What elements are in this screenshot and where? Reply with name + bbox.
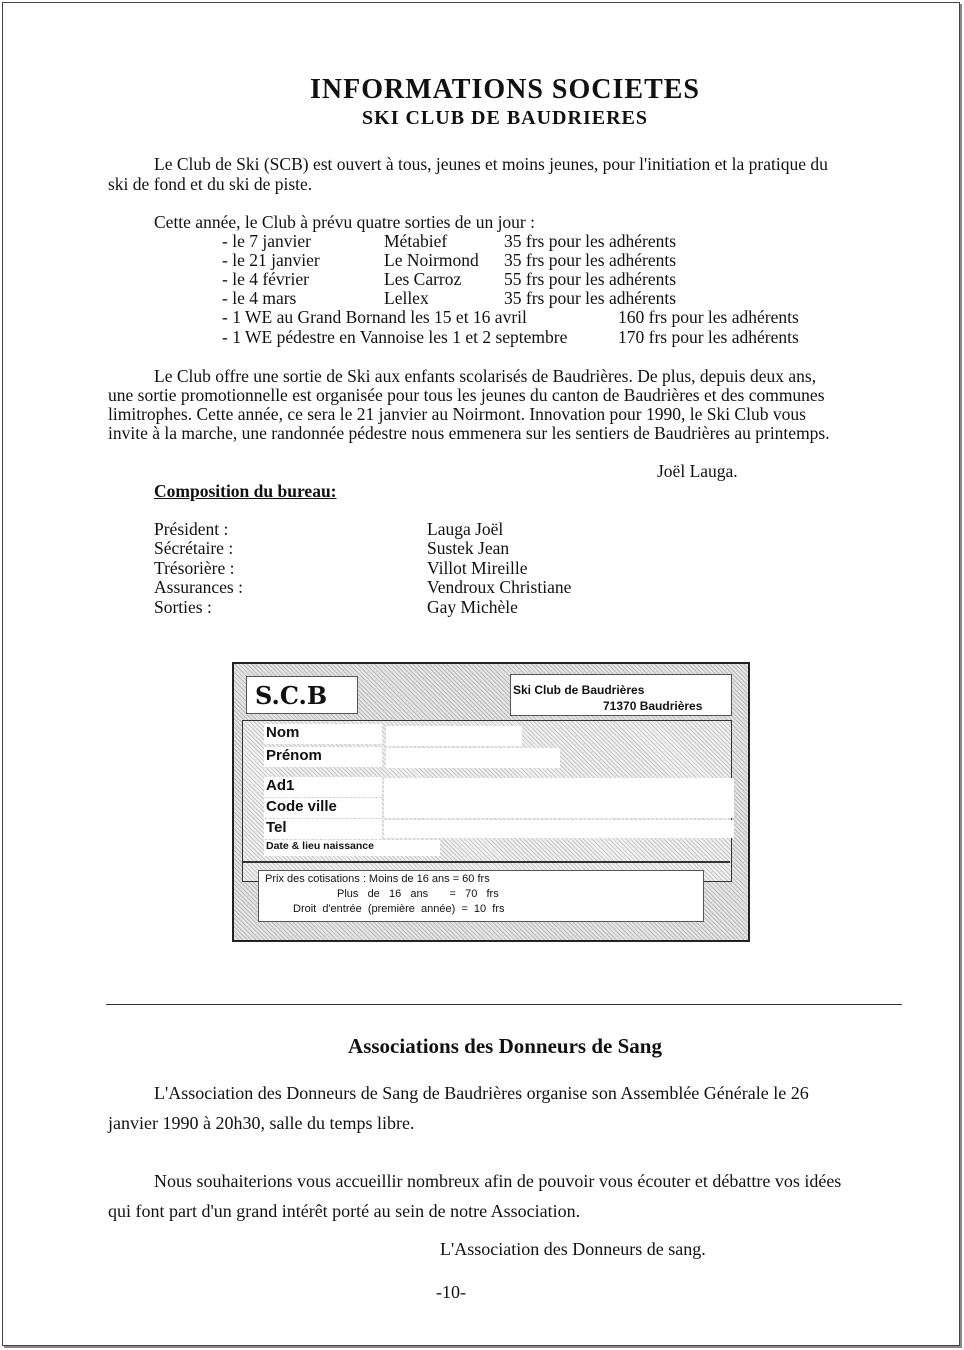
trips-intro: Cette année, le Club à prévu quatre sorties de un jour : — [154, 212, 535, 232]
offer-line-2: une sortie promotionnelle est organisée pour tous les jeunes du canton de Baudrières et des communes — [108, 385, 825, 405]
section-divider — [106, 1004, 902, 1005]
trip-date: - le 4 mars — [222, 288, 297, 308]
page-number: -10- — [436, 1282, 466, 1302]
donneurs-signature: L'Association des Donneurs de sang. — [440, 1239, 706, 1259]
intro-line-2: ski de fond et du ski de piste. — [108, 174, 313, 194]
tel-label: Tel — [264, 819, 382, 839]
trip-price: 160 frs pour les adhérents — [618, 307, 799, 327]
bureau-role: Président : — [154, 519, 229, 539]
prices-box — [258, 870, 704, 922]
donneurs-p1-line-1: L'Association des Donneurs de Sang de Baudrières organise son Assemblée Générale le 26 — [154, 1083, 809, 1103]
donneurs-p2-line-2: qui font part d'un grand intérêt porté au sein de notre Association. — [108, 1201, 581, 1221]
signature-lauga: Joël Lauga. — [657, 461, 738, 481]
bureau-name: Lauga Joël — [427, 519, 504, 539]
membership-form-card — [232, 662, 750, 942]
club-address-line-1: Ski Club de Baudrières — [513, 683, 645, 697]
trip-price: 35 frs pour les adhérents — [504, 288, 677, 308]
prenom-field[interactable] — [386, 748, 560, 768]
nom-label: Nom — [264, 724, 382, 744]
bureau-role: Assurances : — [154, 577, 243, 597]
nom-field[interactable] — [386, 726, 522, 746]
bureau-heading: Composition du bureau: — [154, 481, 337, 501]
bureau-name: Gay Michèle — [427, 597, 518, 617]
bureau-name: Vendroux Christiane — [427, 577, 572, 597]
page-title: INFORMATIONS SOCIETES — [309, 74, 700, 105]
club-address-line-2: 71370 Baudrières — [603, 699, 703, 713]
trip-place: Le Noirmond — [384, 250, 479, 270]
trip-place: Les Carroz — [384, 269, 462, 289]
trip-price: 170 frs pour les adhérents — [618, 327, 799, 347]
trip-place: Métabief — [384, 231, 448, 251]
trip-date: - le 7 janvier — [222, 231, 311, 251]
trip-date: - le 21 janvier — [222, 250, 320, 270]
scb-logo: S.C.B — [255, 681, 328, 710]
trip-date: - 1 WE au Grand Bornand les 15 et 16 avril — [222, 307, 527, 327]
offer-line-3: limitrophes. Cette année, ce sera le 21 janvier au Noirmont. Innovation pour 1990, le Ski Club vous — [108, 404, 806, 424]
trip-date: - 1 WE pédestre en Vannoise les 1 et 2 septembre — [222, 327, 568, 347]
donneurs-heading: Associations des Donneurs de Sang — [348, 1034, 662, 1058]
offer-line-1: Le Club offre une sortie de Ski aux enfants scolarisés de Baudrières. De plus, depuis deux ans, — [154, 366, 817, 386]
price-line-1: Prix des cotisations : Moins de 16 ans = 60 frs — [265, 873, 490, 885]
bureau-role: Sécrétaire : — [154, 538, 234, 558]
bureau-role: Trésorière : — [154, 558, 235, 578]
bureau-role: Sorties : — [154, 597, 212, 617]
page-subtitle: SKI CLUB DE BAUDRIERES — [362, 107, 648, 129]
trip-date: - le 4 février — [222, 269, 309, 289]
offer-line-4: invite à la marche, une randonnée pédestre nous emmenera sur les sentiers de Baudrières au printemps. — [108, 423, 830, 443]
price-line-2: Plus de 16 ans = 70 frs — [337, 888, 499, 900]
tel-field[interactable] — [384, 820, 734, 838]
trip-price: 35 frs pour les adhérents — [504, 231, 677, 251]
club-address-box — [510, 674, 732, 716]
donneurs-p2-line-1: Nous souhaiterions vous accueillir nombreux afin de pouvoir vous écouter et débattre vos idées — [154, 1171, 842, 1191]
bureau-name: Villot Mireille — [427, 558, 528, 578]
donneurs-p1-line-2: janvier 1990 à 20h30, salle du temps libre. — [108, 1113, 415, 1133]
prenom-label: Prénom — [264, 747, 382, 767]
scb-logo-box — [246, 676, 358, 714]
address-field[interactable] — [384, 778, 734, 818]
trip-price: 55 frs pour les adhérents — [504, 269, 677, 289]
trip-place: Lellex — [384, 288, 429, 308]
intro-line-1: Le Club de Ski (SCB) est ouvert à tous, jeunes et moins jeunes, pour l'initiation et la pratique du — [154, 154, 828, 174]
ad1-label: Ad1 — [264, 777, 382, 797]
trip-price: 35 frs pour les adhérents — [504, 250, 677, 270]
form-divider — [242, 861, 730, 863]
bureau-name: Sustek Jean — [427, 538, 510, 558]
code-ville-label: Code ville — [264, 798, 382, 818]
price-line-3: Droit d'entrée (première année) = 10 frs — [293, 903, 505, 915]
naissance-label: Date & lieu naissance — [264, 840, 440, 856]
